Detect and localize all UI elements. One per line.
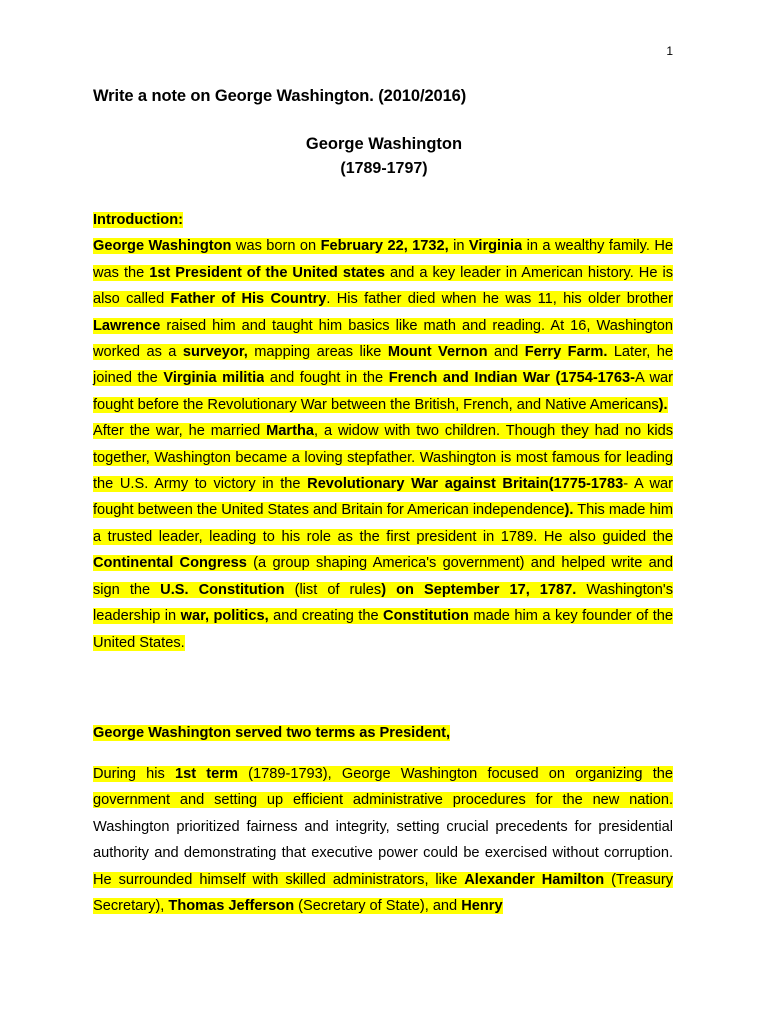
text-run: Washington's leadership in	[93, 581, 673, 625]
text-run: , a widow with two children. Though they had no kids together, Washington became a loving stepfather. Washington is most famous for leading the U.S. Army to victory in the	[93, 423, 673, 493]
text-run: (Treasury Secretary),	[93, 871, 673, 915]
bold-text-run: February 22, 1732,	[320, 238, 449, 255]
bold-text-run: Father of His Country	[170, 291, 327, 308]
bold-text-run: Virginia militia	[163, 370, 265, 387]
text-run: mapping areas like	[247, 344, 388, 361]
bold-text-run: Mount Vernon	[387, 344, 488, 361]
text-run: made him a key founder of the United States.	[93, 608, 673, 651]
bold-text-run: Alexander Hamilton	[464, 871, 605, 888]
text-run: was born on	[231, 238, 321, 255]
bold-text-run: Thomas Jefferson	[168, 898, 295, 915]
introduction-section	[93, 207, 673, 656]
bold-text-run: 1st term	[175, 766, 238, 782]
first-term-section	[93, 761, 673, 919]
bold-text-run: surveyor,	[182, 344, 248, 361]
bold-text-run: French and Indian War (1754-1763-	[388, 370, 636, 387]
bold-text-run: Henry	[461, 898, 503, 915]
bold-text-run: Revolutionary War against Britain(1775-1783	[307, 476, 624, 493]
paragraph-war-and-presidency	[93, 418, 673, 656]
text-run: in	[448, 238, 469, 255]
bold-text-run: Virginia	[468, 238, 523, 255]
text-run: (a group shaping America's government) and helped write and sign the	[93, 555, 674, 598]
text-run: A war fought before the Revolutionary War between the British, French, and Native Americans	[93, 370, 674, 413]
bold-text-run: George Washington	[93, 238, 232, 255]
document-title: George Washington	[305, 135, 463, 153]
bold-text-run: Lawrence	[93, 317, 161, 334]
text-run: raised him and taught him basics like math and reading. At 16, Washington worked as a	[93, 317, 673, 361]
bold-text-run: Martha	[266, 423, 314, 440]
text-run: He surrounded himself with skilled administrators, like	[93, 871, 465, 888]
text-run: After the war, he married	[93, 423, 267, 440]
bold-text-run: ) on September 17, 1787.	[381, 581, 577, 598]
text-run: Later, he joined the	[93, 344, 673, 387]
text-run: Washington prioritized fairness and integrity, setting crucial precedents for presidential authority and demonstrating that executive power could be exercised without corruption.	[93, 818, 673, 862]
introduction-heading: Introduction:	[93, 212, 183, 228]
bold-text-run: Constitution	[383, 608, 469, 625]
bold-text-run: 1st President of the United states	[149, 264, 386, 281]
paragraph-early-life	[93, 233, 673, 418]
terms-section-heading: George Washington served two terms as President,	[93, 725, 451, 741]
document-subtitle: (1789-1797)	[340, 160, 428, 177]
text-run: (Secretary of State), and	[294, 898, 462, 915]
bold-text-run: Ferry Farm.	[524, 344, 608, 361]
question-heading: Write a note on George Washington. (2010/2016)	[93, 87, 467, 105]
bold-text-run: Continental Congress	[93, 555, 247, 572]
text-run: and fought in the	[264, 370, 389, 387]
text-run: - A war fought between the United States and Britain for American independence	[93, 476, 673, 519]
text-run: . His father died when he was 11, his older brother	[326, 291, 674, 308]
text-run: and a key leader in American history. He is also called	[93, 264, 673, 308]
bold-text-run: ).	[658, 396, 668, 413]
page-number: 1	[666, 44, 673, 58]
bold-text-run: ).	[564, 502, 574, 519]
text-run: and	[487, 344, 525, 361]
paragraph-first-term	[93, 761, 673, 919]
text-run: (list of rules	[284, 581, 382, 598]
bold-text-run: war, politics,	[180, 608, 269, 625]
text-run: (1789-1793), George Washington focused on organizing the government and setting up efficient administrative procedures for the new nation.	[93, 766, 674, 809]
text-run: During his	[93, 766, 176, 782]
text-run: in a wealthy family. He was the	[93, 238, 674, 281]
text-run: and creating the	[268, 608, 384, 625]
text-run: This made him a trusted leader, leading to his role as the first president in 1789. He also guided the	[93, 502, 673, 545]
bold-text-run: U.S. Constitution	[160, 581, 285, 598]
